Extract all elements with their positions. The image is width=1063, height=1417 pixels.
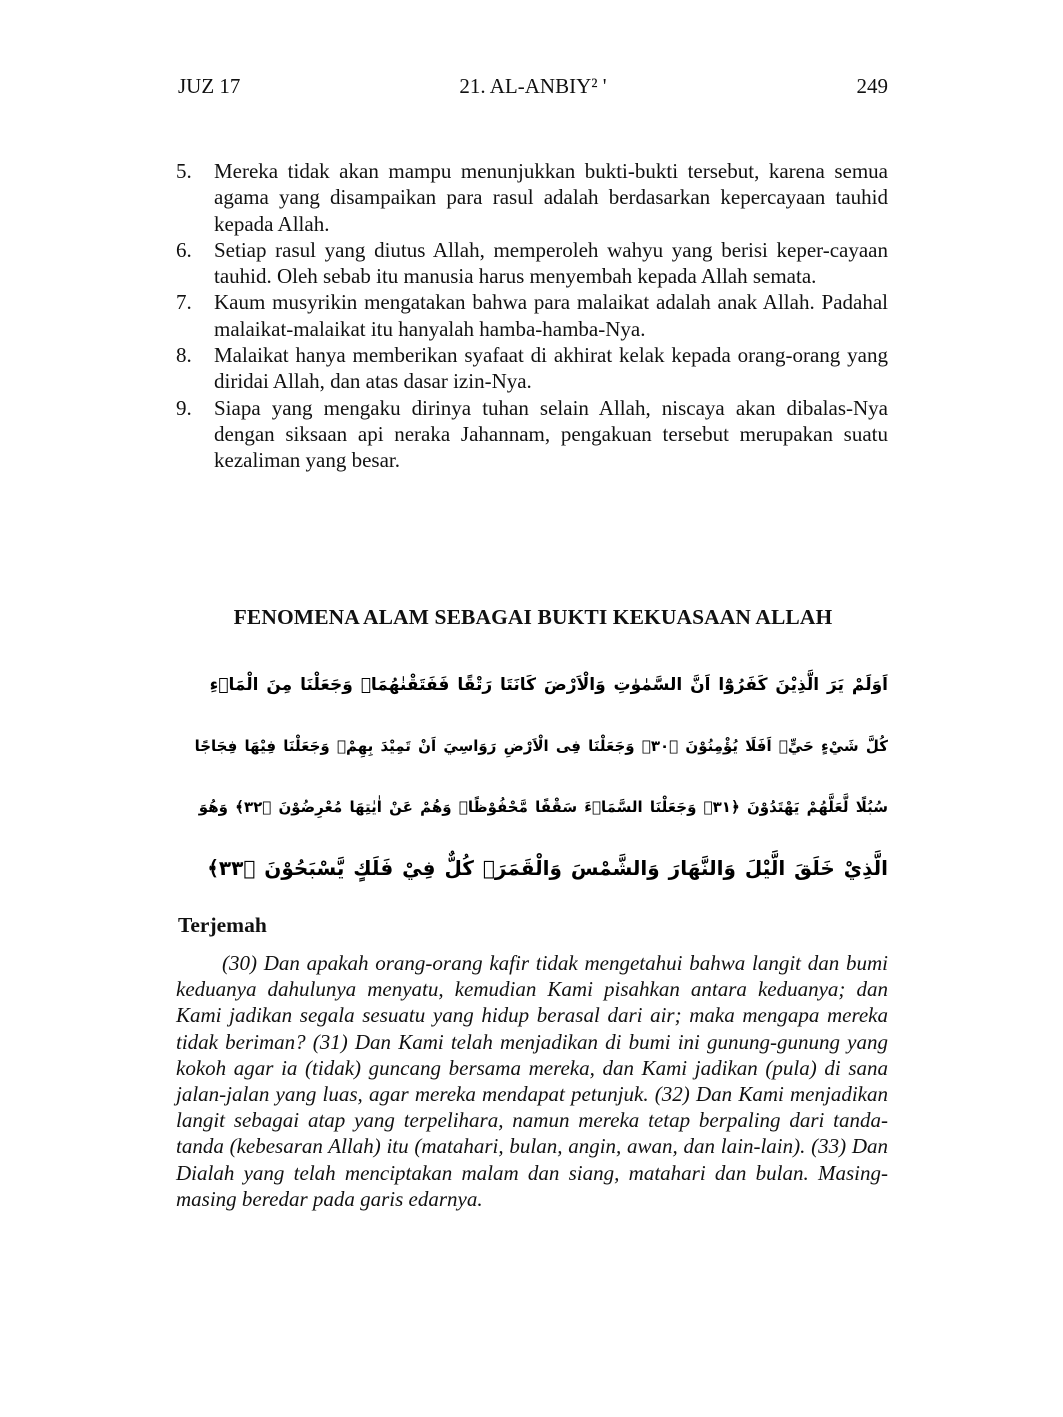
- list-item: [176, 395, 888, 474]
- list-item-text: Malaikat hanya memberikan syafaat di akhirat kelak kepada orang-orang yang diridai Allah, dan atas dasar izin-Nya.: [214, 343, 888, 394]
- list-item: [176, 289, 888, 342]
- arabic-verse-line: كُلَّ شَيْءٍ حَيٍّۗ اَفَلَا يُؤْمِنُوْنَ ﴿٣٠﴾ وَجَعَلْنَا فِى الْاَرْضِ رَوَاسِيَ اَنْ تَمِيْدَ بِهِمْۖ وَجَعَلْنَا فِيْهَا فِجَاجًا: [194, 737, 888, 755]
- arabic-verses: [176, 655, 888, 899]
- translation-text: (30) Dan apakah orang-orang kafir tidak mengetahui bahwa langit dan bumi keduanya dahulunya menyatu, kemudian Kami pisahkan antara keduanya; dan Kami jadikan segala sesuatu yang hidup berasal dari air; maka mengapa mereka tidak beriman? (31) Dan Kami telah menjadikan di bumi ini gunung-gunung yang kokoh agar ia (tidak) guncang bersama mereka, dan Kami jadikan (pula) di sana jalan-jalan yang luas, agar mereka mendapat petunjuk. (32) Dan Kami menjadikan langit sebagai atap yang terpelihara, namun mereka tetap berpaling dari tanda-tanda (kebesaran Allah) itu (matahari, bulan, angin, awan, dan lain-lain). (33) Dan Dialah yang telah menciptakan malam dan siang, matahari dan bulan. Masing-masing beredar pada garis edarnya.: [176, 951, 888, 1211]
- summary-points-list: [176, 158, 888, 474]
- list-item-text: Setiap rasul yang diutus Allah, memperoleh wahyu yang berisi keper-cayaan tauhid. Oleh sebab itu manusia harus menyembah kepada Allah semata.: [214, 237, 888, 289]
- list-item-number: 5.: [176, 159, 192, 183]
- translation-heading: Terjemah: [178, 913, 267, 937]
- arabic-verse-line: سُبُلًا لَّعَلَّهُمْ يَهْتَدُوْنَ ﴿٣١﴾ وَجَعَلْنَا السَّمَاۤءَ سَقْفًا مَّحْفُوْظًاۚ وَهُمْ عَنْ اٰيٰتِهَا مُعْرِضُوْنَ ﴿٣٢﴾ وَهُوَ: [198, 798, 888, 816]
- list-item-text: Siapa yang mengaku dirinya tuhan selain Allah, niscaya akan dibalas-Nya dengan siksaan api neraka Jahannam, pengakuan tersebut merupakan suatu kezaliman yang besar.: [214, 395, 888, 473]
- list-item-number: 7.: [176, 290, 192, 315]
- section-title: FENOMENA ALAM SEBAGAI BUKTI KEKUASAAN ALLAH: [233, 605, 833, 629]
- arabic-verse-line: اَوَلَمْ يَرَ الَّذِيْنَ كَفَرُوْٓا اَنَّ السَّمٰوٰتِ وَالْاَرْضَ كَانَتَا رَتْقًا فَفَتَقْنٰهُمَاۗ وَجَعَلْنَا مِنَ الْمَاۤءِ: [209, 675, 888, 695]
- list-item-text: Mereka tidak akan mampu menunjukkan bukti-bukti tersebut, karena semua agama yang disampaikan para rasul adalah berdasarkan kepercayaan tauhid kepada Allah.: [214, 159, 888, 236]
- list-item: [176, 158, 888, 237]
- list-item: [176, 237, 888, 290]
- list-item: [176, 342, 888, 395]
- page-number: 249: [856, 74, 888, 98]
- arabic-verse-line: الَّذِيْ خَلَقَ الَّيْلَ وَالنَّهَارَ وَالشَّمْسَ وَالْقَمَرَۗ كُلٌّ فِيْ فَلَكٍ يَّسْبَحُوْنَ ﴿٣٣﴾: [207, 856, 888, 880]
- list-item-number: 9.: [176, 395, 192, 420]
- page-header: [178, 74, 888, 104]
- surah-title: 21. AL-ANBIY² ': [459, 74, 607, 98]
- list-item-number: 6.: [176, 237, 192, 262]
- juz-label: JUZ 17: [178, 74, 241, 98]
- list-item-number: 8.: [176, 343, 192, 368]
- list-item-text: Kaum musyrikin mengatakan bahwa para malaikat adalah anak Allah. Padahal malaikat-malaikat itu hanyalah hamba-hamba-Nya.: [214, 290, 888, 341]
